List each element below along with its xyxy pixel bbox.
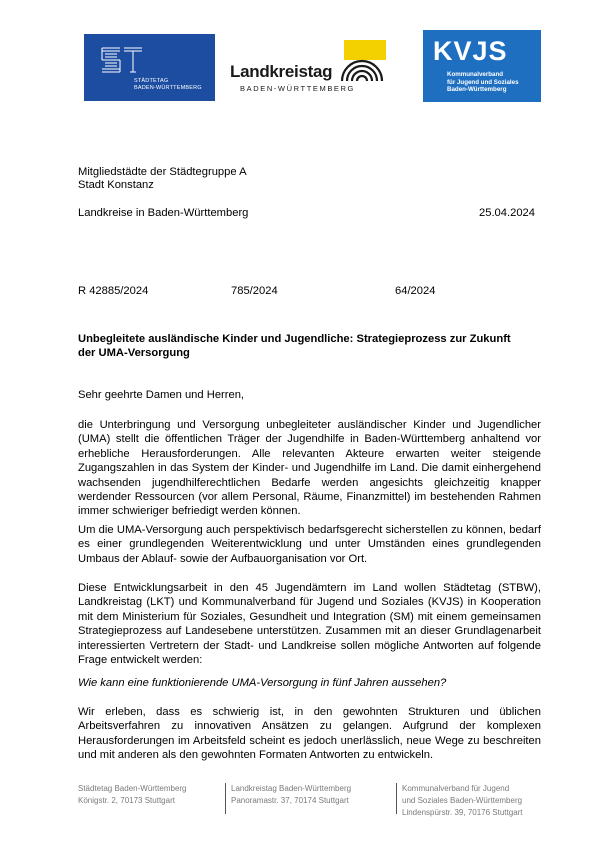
footer-landkreistag	[231, 783, 351, 807]
kvjs-logo	[423, 30, 541, 102]
paragraph-3: Diese Entwicklungsarbeit in den 45 Jugendämtern im Land wollen Städtetag (STBW), Landkreistag (LKT) und Kommunalverband für Jugend und Soziales (KVJS) in Kooperation mit dem Ministerium für Soziales, Gesundheit und Integration (SM) mit einem gemeinsamen Strategieprozess auf Landesebene unterstützen. Zusammen mit an dieser Grundlagenarbeit interessierten Vertretern der Stadt- und Landkreise sollen mögliche Antworten auf folgende Frage entwickelt werden:	[78, 582, 541, 667]
footer-staedtetag-name: Städtetag Baden-Württemberg	[78, 784, 187, 793]
paragraph-2: Um die UMA-Versorgung auch perspektivisch bedarfsgerecht sicherstellen zu können, bedarf es einer grundlegenden Weiterentwicklung und unter Umständen eines grundlegenden Umbaus der Ablauf- sowie der Aufbauorganisation vor Ort.	[78, 524, 541, 565]
landkreistag-logo	[228, 40, 388, 100]
subject-line-1: Unbegleitete ausländische Kinder und Jugendliche: Strategieprozess zur Zukunft	[78, 333, 511, 345]
footer-kvjs-name-1: Kommunalverband für Jugend	[402, 784, 510, 793]
key-question: Wie kann eine funktionierende UMA-Versorgung in fünf Jahren aussehen?	[78, 677, 447, 689]
footer-divider-1	[225, 783, 226, 814]
kvjs-line-2: für Jugend und Soziales	[447, 78, 519, 86]
staedtetag-caption-2: BADEN-WÜRTTEMBERG	[134, 85, 202, 91]
reference-lkt: 785/2024	[231, 285, 278, 297]
salutation: Sehr geehrte Damen und Herren,	[78, 389, 245, 401]
reference-stbw: R 42885/2024	[78, 285, 149, 297]
staedtetag-mark-icon	[100, 44, 144, 76]
footer-kvjs-address: Lindenspürstr. 39, 70176 Stuttgart	[402, 808, 523, 817]
staedtetag-logo	[84, 34, 215, 101]
footer-staedtetag	[78, 783, 187, 807]
footer-kvjs	[402, 783, 523, 819]
footer-kvjs-name-2: und Soziales Baden-Württemberg	[402, 796, 523, 805]
recipient-line-1: Mitgliedstädte der Städtegruppe A	[78, 166, 247, 178]
footer-landkreistag-name: Landkreistag Baden-Württemberg	[231, 784, 352, 793]
landkreistag-sub: BADEN-WÜRTTEMBERG	[240, 84, 355, 93]
paragraph-4: Wir erleben, dass es schwierig ist, in den gewohnten Strukturen und üblichen Arbeitsverfahren zu innovativen Ansätzen zu gelangen. Aufgrund der komplexen Herausforderungen im Arbeitsfeld scheint es jedoch unerlässlich, neue Wege zu beschreiten und mit anderen als den gewohnten Formaten Antworten zu entwickeln.	[78, 706, 541, 762]
kvjs-line-3: Baden-Württemberg	[447, 86, 507, 93]
landkreistag-arch-icon	[338, 54, 386, 82]
subject-line-2: der UMA-Versorgung	[78, 347, 190, 359]
staedtetag-caption-1: STÄDTETAG	[134, 78, 169, 84]
reference-kvjs: 64/2024	[395, 285, 436, 297]
footer-landkreistag-address: Panoramastr. 37, 70174 Stuttgart	[231, 796, 349, 805]
footer-staedtetag-address: Königstr. 2, 70173 Stuttgart	[78, 796, 175, 805]
recipient-line-3: Landkreise in Baden-Württemberg	[78, 207, 249, 219]
letter-date: 25.04.2024	[479, 207, 535, 219]
kvjs-name: KVJS	[433, 36, 508, 66]
kvjs-line-1: Kommunalverband	[447, 71, 504, 78]
paragraph-1: die Unterbringung und Versorgung unbegleiteter ausländischer Kinder und Jugendlicher (UMA) stellt die öffentlichen Träger der Jugendhilfe in Baden-Württemberg anhaltend vor erhebliche Herausforderungen. Alle relevanten Akteure erwarten weiter steigende Zugangszahlen in das System der Kinder- und Jugendhilfe im Land. Die damit einhergehend wachsenden jugendhilferechtlichen Bedarfe werden angesichts gleichzeitig knapper werdender Ressourcen (vor allem Personal, Räume, Finanzmittel) im bestehenden Rahmen immer schwieriger befriedigt werden können.	[78, 419, 541, 518]
footer-divider-2	[396, 783, 397, 814]
recipient-line-2: Stadt Konstanz	[78, 179, 154, 191]
landkreistag-name: Landkreistag	[230, 62, 333, 81]
